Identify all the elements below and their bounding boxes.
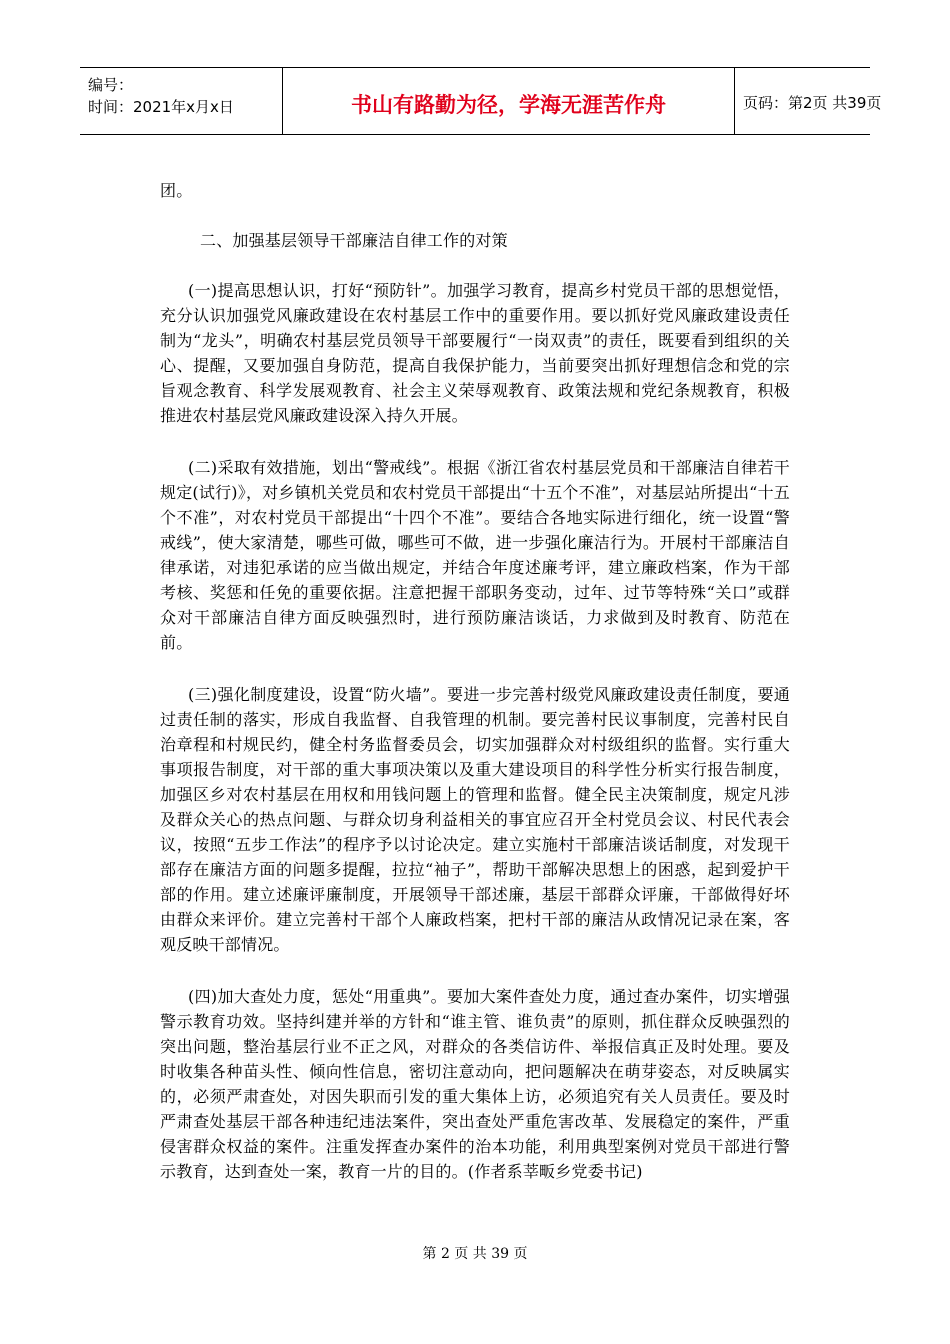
- page-header: [80, 67, 882, 135]
- header-motto-cell: [283, 68, 735, 134]
- paragraph-2: (二)采取有效措施，划出“警戒线”。根据《浙江省农村基层党员和干部廉洁自律若干规定(试行)》，对乡镇机关党员和农村党员干部提出“十五个不准”，对基层站所提出“十五个不准”，对农村党员干部提出“十四个不准”。要结合各地实际进行细化，统一设置“警戒线”，使大家清楚，哪些可做，哪些可不做，进一步强化廉洁行为。开展村干部廉洁自律承诺，对违犯承诺的应当做出规定，并结合年度述廉考评，建立廉政档案，作为干部考核、奖惩和任免的重要依据。注意把握干部职务变动，过年、过节等特殊“关口”或群众对干部廉洁自律方面反映强烈时，进行预防廉洁谈话，力求做到及时教育、防范在前。: [160, 458, 790, 652]
- paragraph-1: (一)提高思想认识，打好“预防针”。加强学习教育，提高乡村党员干部的思想觉悟，充分认识加强党风廉政建设在农村基层工作中的重要作用。要以抓好党风廉政建设责任制为“龙头”，明确农村基层党员领导干部要履行“一岗双责”的责任，既要看到组织的关心、提醒，又要加强自身防范，提高自我保护能力，当前要突出抓好理想信念和党的宗旨观念教育、科学发展观教育、社会主义荣辱观教育、政策法规和党纪条规教育，积极推进农村基层党风廉政建设深入持久开展。: [160, 281, 790, 425]
- header-page-cell: [735, 68, 882, 134]
- header-motto: 书山有路勤为径，学海无涯苦作舟: [351, 93, 666, 117]
- paragraph-3: (三)强化制度建设，设置“防火墙”。要进一步完善村级党风廉政建设责任制度，要通过责任制的落实，形成自我监督、自我管理的机制。要完善村民议事制度，完善村民自治章程和村规民约，健全村务监督委员会，切实加强群众对村级组织的监督。实行重大事项报告制度，对干部的重大事项决策以及重大建设项目的科学性分析实行报告制度，加强区乡对农村基层在用权和用钱问题上的管理和监督。健全民主决策制度，规定凡涉及群众关心的热点问题、与群众切身利益相关的事宜应召开全村党员会议、村民代表会议，按照“五步工作法”的程序予以讨论决定。建立实施村干部廉洁谈话制度，对发现干部存在廉洁方面的问题多提醒，拉拉“袖子”，帮助干部解决思想上的困惑，起到爱护干部的作用。建立述廉评廉制度，开展领导干部述廉，基层干部群众评廉，干部做得好坏由群众来评价。建立完善村干部个人廉政档案，把村干部的廉洁从政情况记录在案，客观反映干部情况。: [160, 685, 790, 954]
- serial-number-label: 编号：: [88, 76, 134, 94]
- header-page-code: 页码：第2页 共39页: [743, 94, 882, 112]
- date-line: 时间：2021年x月x日: [88, 98, 234, 116]
- document-body: [160, 178, 790, 1211]
- page-footer: 第 2 页 共 39 页: [422, 1246, 528, 1262]
- header-meta-cell: [80, 68, 283, 134]
- continued-fragment: 团。: [160, 181, 193, 200]
- paragraph-4: (四)加大查处力度，惩处“用重典”。要加大案件查处力度，通过查办案件，切实增强警示教育功效。坚持纠建并举的方针和“谁主管、谁负责”的原则，抓住群众反映强烈的突出问题，整治基层行业不正之风，对群众的各类信访件、举报信真正及时处理。要及时收集各种苗头性、倾向性信息，密切注意动向，把问题解决在萌芽姿态，对反映属实的，必须严肃查处，对因失职而引发的重大集体上访，必须追究有关人员责任。要及时严肃查处基层干部各种违纪违法案件，突出查处严重危害改革、发展稳定的案件，严重侵害群众权益的案件。注重发挥查办案件的治本功能，利用典型案例对党员干部进行警示教育，达到查处一案，教育一片的目的。(作者系莘畈乡党委书记): [160, 987, 790, 1181]
- section-heading: 二、加强基层领导干部廉洁自律工作的对策: [200, 231, 508, 250]
